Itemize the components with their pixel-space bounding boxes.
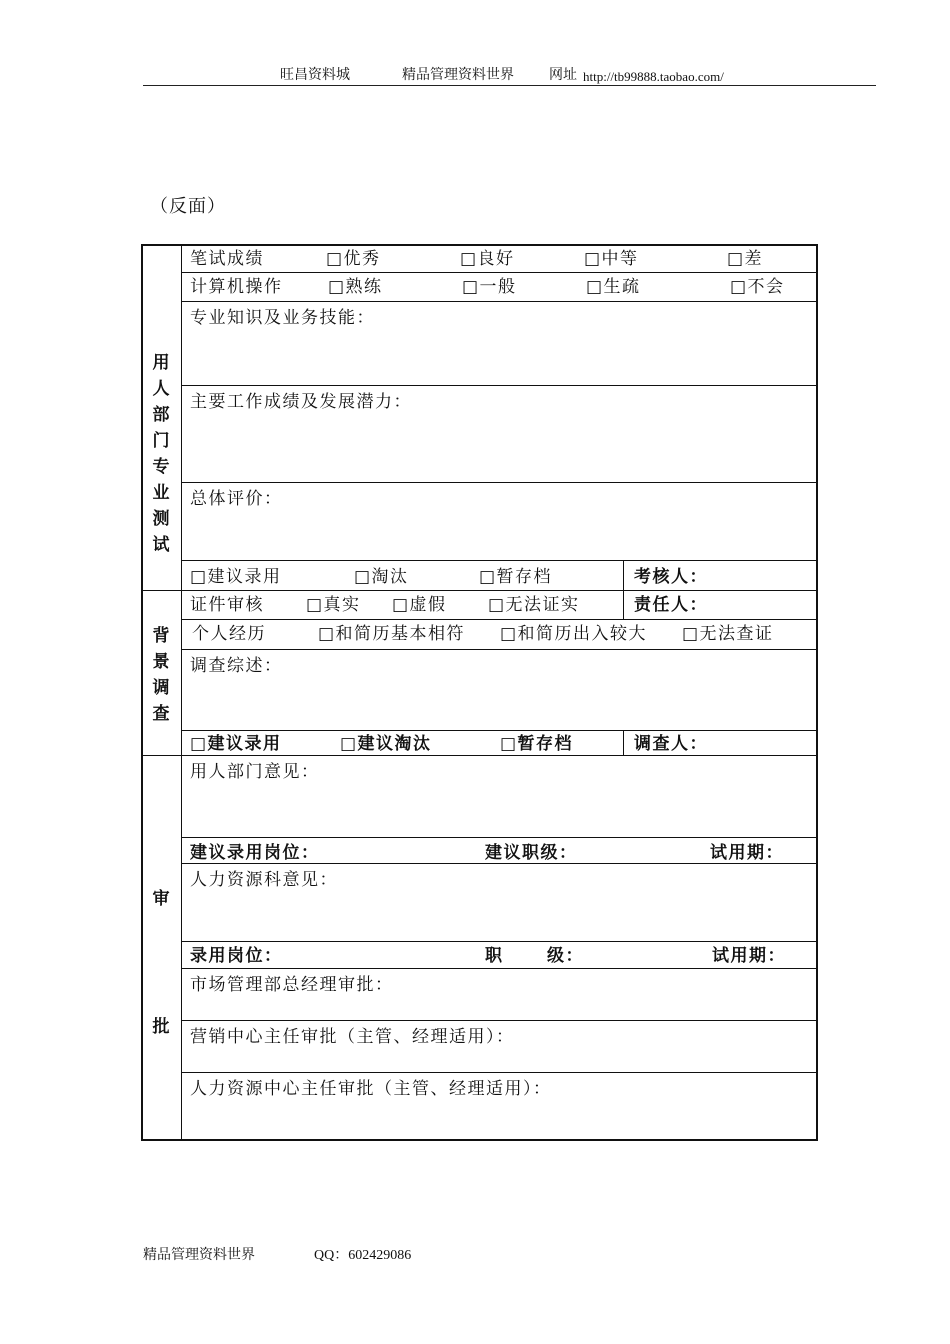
checkbox-option-recommend-hire-bg: □建议录用 xyxy=(190,734,282,754)
checkbox-option-recommend-eliminate: □建议淘汰 xyxy=(340,734,432,754)
hired-position-label: 录用岗位： xyxy=(190,946,283,966)
page-side-label: （反面） xyxy=(150,196,226,217)
proposed-position-label: 建议录用岗位： xyxy=(190,843,320,863)
row-personal-history xyxy=(182,619,818,649)
section-label-cell-dept-test xyxy=(141,244,182,590)
row-market-gm-approval xyxy=(182,968,818,1020)
row-computer-skill xyxy=(182,272,818,301)
checkbox-option-excellent: □优秀 xyxy=(326,249,381,269)
marketing-director-approval-label: 营销中心主任审批（主管、经理适用）： xyxy=(190,1027,515,1047)
section-label-approval: 审批 xyxy=(152,889,170,1037)
row-investigation-summary xyxy=(182,649,818,730)
checkbox-option-archive-bg: □暂存档 xyxy=(500,734,574,754)
market-gm-approval-label: 市场管理部总经理审批： xyxy=(190,975,394,995)
header-slogan: 精品管理资料世界 xyxy=(402,68,514,83)
overall-evaluation-label: 总体评价： xyxy=(190,489,283,509)
personal-history-label: 个人经历 xyxy=(192,624,266,644)
checkbox-option-differs-from-resume: □和简历出入较大 xyxy=(500,624,648,644)
assessor-cell xyxy=(623,561,818,590)
row-professional-knowledge xyxy=(182,301,818,385)
checkbox-option-unverifiable: □无法证实 xyxy=(488,595,580,615)
investigation-summary-label: 调查综述： xyxy=(190,656,283,676)
proposed-grade-label: 建议职级： xyxy=(485,843,578,863)
row-overall-evaluation xyxy=(182,482,818,560)
section-label-background-check: 背景调查 xyxy=(152,626,170,724)
checkbox-option-ordinary: □一般 xyxy=(462,277,517,297)
checkbox-option-recommend-hire: □建议录用 xyxy=(190,567,282,587)
checkbox-option-good: □良好 xyxy=(460,249,515,269)
proposed-probation-label: 试用期： xyxy=(710,843,784,863)
section-label-cell-approval xyxy=(141,755,182,1141)
row-marketing-director-approval xyxy=(182,1020,818,1072)
professional-knowledge-label: 专业知识及业务技能： xyxy=(190,308,375,328)
row-hr-director-approval xyxy=(182,1072,818,1141)
checkbox-option-average: □中等 xyxy=(584,249,639,269)
section-label-dept-test: 用人部门专业测试 xyxy=(152,353,170,555)
row-dept-opinion xyxy=(182,755,818,837)
header-site-name: 旺昌资料城 xyxy=(280,68,350,83)
document-review-label: 证件审核 xyxy=(190,595,264,615)
achievements-label: 主要工作成绩及发展潜力： xyxy=(190,392,412,412)
header-url-label: 网址 xyxy=(549,68,577,83)
section-label-cell-background xyxy=(141,590,182,755)
checkbox-option-unfamiliar: □生疏 xyxy=(586,277,641,297)
row-written-test xyxy=(182,244,818,272)
hired-grade-label-part1: 职 xyxy=(485,946,504,966)
investigator-label: 调查人： xyxy=(634,734,708,754)
hired-probation-label: 试用期： xyxy=(712,946,786,966)
checkbox-option-genuine: □真实 xyxy=(306,595,361,615)
checkbox-option-eliminate: □淘汰 xyxy=(354,567,409,587)
hr-opinion-label: 人力资源科意见： xyxy=(190,870,338,890)
checkbox-option-poor: □差 xyxy=(727,249,764,269)
assessor-label: 考核人： xyxy=(634,567,708,587)
checkbox-option-proficient: □熟练 xyxy=(328,277,383,297)
hr-director-approval-label: 人力资源中心主任审批（主管、经理适用）： xyxy=(190,1079,552,1099)
checkbox-option-matches-resume: □和简历基本相符 xyxy=(318,624,466,644)
checkbox-option-unable: □不会 xyxy=(730,277,785,297)
row-proposed-position xyxy=(182,837,818,863)
responsible-person-cell xyxy=(623,591,818,619)
header-url: http://tb99888.taobao.com/ xyxy=(583,69,724,84)
row-test-result xyxy=(182,560,818,590)
computer-skill-label: 计算机操作 xyxy=(190,277,283,297)
responsible-person-label: 责任人： xyxy=(634,595,708,615)
row-achievements xyxy=(182,385,818,482)
written-test-label: 笔试成绩 xyxy=(190,249,264,269)
footer-slogan: 精品管理资料世界 xyxy=(143,1248,255,1263)
header-divider xyxy=(143,85,876,86)
checkbox-option-cannot-verify: □无法查证 xyxy=(682,624,774,644)
footer-qq: QQ：602429086 xyxy=(314,1248,412,1263)
checkbox-option-false: □虚假 xyxy=(392,595,447,615)
row-hr-opinion xyxy=(182,863,818,941)
dept-opinion-label: 用人部门意见： xyxy=(190,762,320,782)
row-background-result xyxy=(182,730,818,755)
row-document-review xyxy=(182,590,818,619)
investigator-cell xyxy=(623,731,818,755)
hired-grade-label-part2: 级： xyxy=(547,946,584,966)
checkbox-option-archive: □暂存档 xyxy=(479,567,553,587)
row-hired-position xyxy=(182,941,818,968)
